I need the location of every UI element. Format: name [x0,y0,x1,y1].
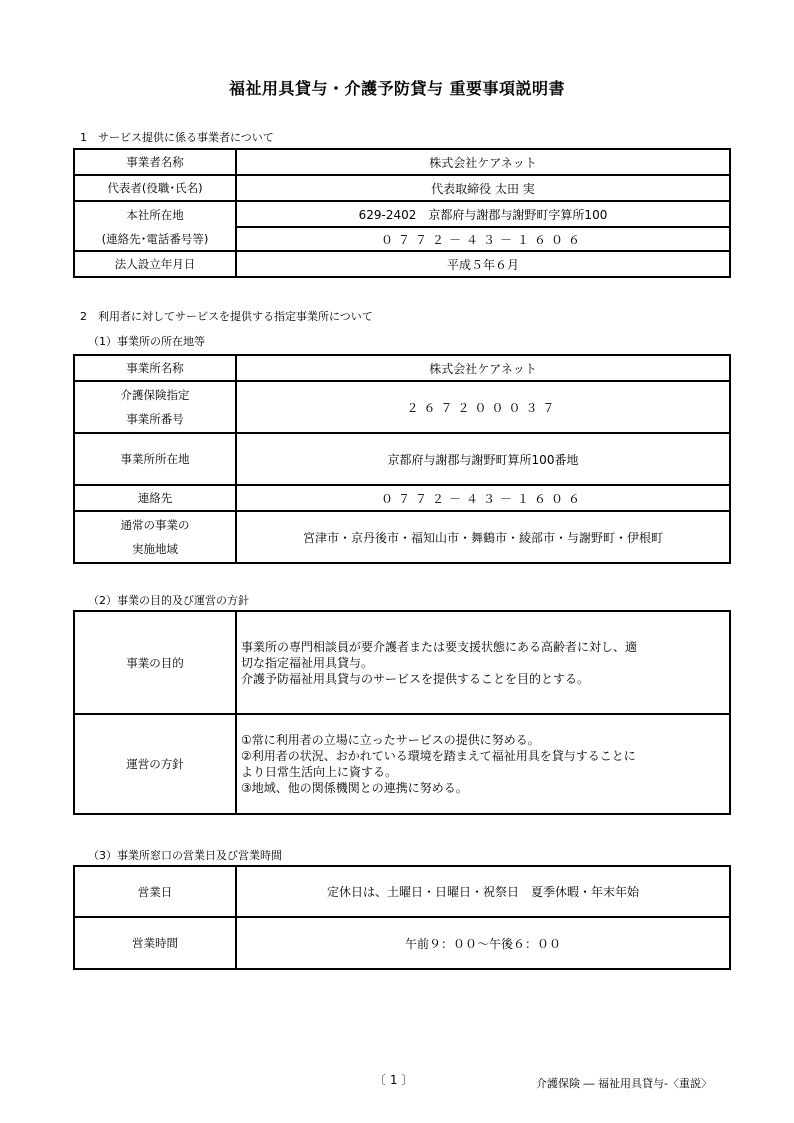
founded-value: 平成５年６月 [236,251,730,277]
business-days-value: 定休日は、土曜日・日曜日・祝祭日 夏季休暇・年末年始 [236,866,730,917]
purpose-line-1: 事業所の専門相談員が要介護者または要支援状態にある高齢者に対し、適 [241,639,638,654]
office-name-label: 事業所名称 [74,355,236,381]
section2-sub2-heading: （2）事業の目的及び運営の方針 [88,594,249,607]
section2-sub3-heading: （3）事業所窓口の営業日及び営業時間 [88,849,282,862]
document-title: 福祉用具貸与・介護予防貸与 重要事項説明書 [228,79,566,98]
head-office-address-label: 本社所在地 [74,201,236,227]
table-row [74,201,730,227]
office-number-value: ２６７２０００３７ [236,381,730,433]
policy-label: 運営の方針 [74,714,236,814]
purpose-policy-table [73,610,731,815]
table-row [74,917,730,969]
table-row [74,714,730,814]
policy-line-4: ③地域、他の関係機関との連携に努める。 [241,781,468,795]
representative-label: 代表者(役職･氏名) [74,175,236,201]
business-hours-table [73,865,731,970]
policy-line-3: より日常生活向上に資する。 [241,765,398,779]
representative-value: 代表取締役 太田 実 [236,175,730,201]
founded-label: 法人設立年月日 [74,251,236,277]
office-number-label-line1: 介護保険指定 [120,388,190,402]
business-days-label: 営業日 [74,866,236,917]
office-address-value: 京都府与謝郡与謝野町算所100番地 [236,433,730,485]
page-number: 〔 1 〕 [374,1073,414,1087]
purpose-text [236,611,730,714]
table-row [74,381,730,433]
table-row [74,175,730,201]
table-row [74,433,730,485]
service-area-label-line1: 通常の事業の [120,518,190,532]
table-row [74,611,730,714]
purpose-line-2: 切な指定福祉用具貸与。 [241,655,374,670]
office-contact-value: ０７７２－４３－１６０６ [236,485,730,511]
office-contact-label: 連絡先 [74,485,236,511]
service-area-label [74,511,236,563]
table-row [74,355,730,381]
provider-name-label: 事業者名称 [74,149,236,175]
footer-note: 介護保険 ― 福祉用具貸与-〈重説〉 [536,1077,712,1090]
business-hours-value: 午前９：００～午後６：００ [236,917,730,969]
office-number-label-line2: 事業所番号 [126,412,184,426]
policy-line-2: ②利用者の状況、おかれている環境を踏まえて福祉用具を貸与することに [241,749,636,763]
table-row [74,511,730,563]
contact-value: ０７７２－４３－１６０６ [236,227,730,251]
table-row [74,227,730,251]
office-address-label: 事業所所在地 [74,433,236,485]
table-row [74,485,730,511]
section2-heading: 2 利用者に対してサービスを提供する指定事業所について [80,310,373,323]
contact-label: (連絡先･電話番号等) [74,227,236,251]
office-number-label [74,381,236,433]
service-area-label-line2: 実施地域 [132,542,178,556]
business-hours-label: 営業時間 [74,917,236,969]
section2-sub1-heading: （1）事業所の所在地等 [88,335,205,348]
provider-table [73,148,731,278]
provider-name-value: 株式会社ケアネット [236,149,730,175]
section1-heading: 1 サービス提供に係る事業者について [80,131,274,144]
head-office-address-value: 629-2402 京都府与謝郡与謝野町字算所100 [236,201,730,227]
table-row [74,866,730,917]
policy-text [236,714,730,814]
purpose-label: 事業の目的 [74,611,236,714]
office-table [73,354,731,564]
purpose-line-3: 介護予防福祉用具貸与のサービスを提供することを目的とする。 [241,671,590,686]
policy-line-1: ①常に利用者の立場に立ったサービスの提供に努める。 [241,733,540,747]
office-name-value: 株式会社ケアネット [236,355,730,381]
table-row [74,251,730,277]
table-row [74,149,730,175]
service-area-value: 宮津市・京丹後市・福知山市・舞鶴市・綾部市・与謝野町・伊根町 [236,511,730,563]
